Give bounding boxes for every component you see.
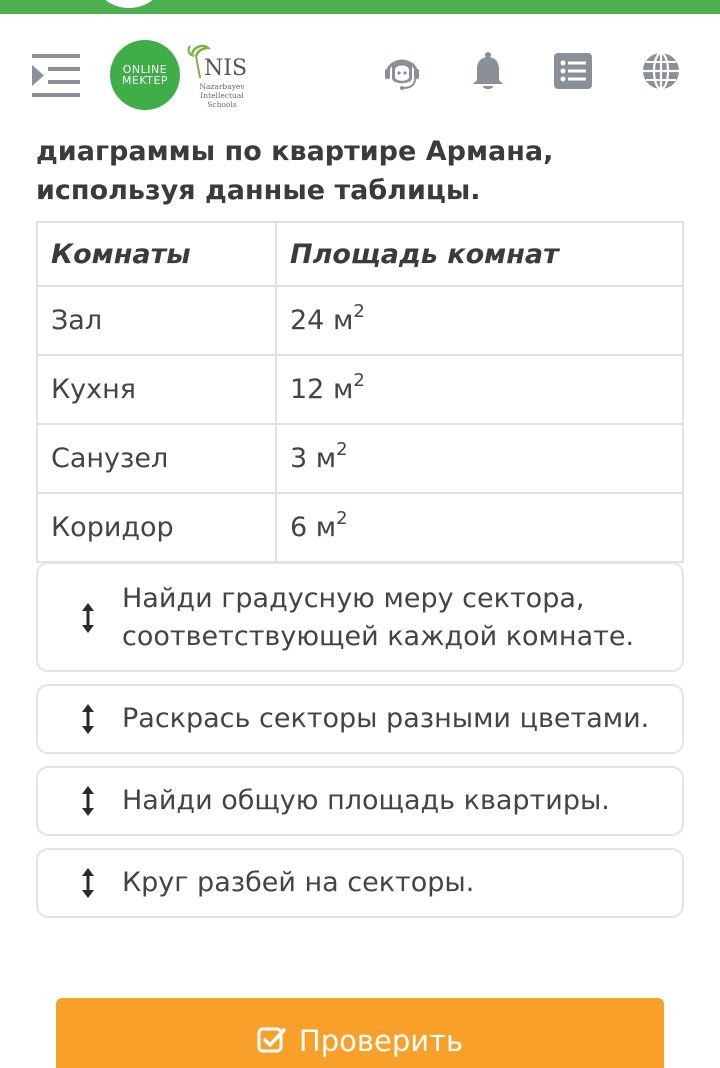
room-name-cell: Коридор	[37, 493, 276, 562]
room-name-cell: Зал	[37, 286, 276, 355]
drag-handle-icon[interactable]	[78, 702, 98, 736]
sortable-item[interactable]	[36, 848, 684, 918]
sortable-item-line: Найди градусную меру сектора,	[122, 583, 585, 614]
top-status-bar	[0, 0, 720, 14]
column-header-rooms: Комнаты	[37, 222, 276, 286]
room-name-cell: Санузел	[37, 424, 276, 493]
notifications-button[interactable]	[467, 50, 509, 92]
drag-handle-icon[interactable]	[78, 784, 98, 818]
task-prompt-line: диаграммы по квартире Армана,	[36, 136, 554, 167]
unit-exponent: 2	[353, 370, 365, 391]
nis-sub-line: Intellectual	[200, 91, 244, 100]
nis-sub-line: Nazarbayev	[199, 82, 245, 91]
table-row	[37, 355, 683, 424]
sortable-item-text: Раскрась секторы разными цветами.	[122, 703, 650, 734]
table-row	[37, 286, 683, 355]
table-row	[37, 424, 683, 493]
sortable-item[interactable]	[36, 684, 684, 754]
unit-exponent: 2	[336, 508, 348, 529]
room-area-cell	[276, 355, 683, 424]
area-value: 12 м	[290, 374, 354, 405]
sortable-item-text	[122, 564, 682, 670]
nis-logo-title: NIS	[204, 56, 248, 81]
sortable-item[interactable]	[36, 766, 684, 836]
globe-icon	[640, 50, 682, 92]
sortable-item-text: Круг разбей на секторы.	[122, 867, 475, 898]
support-button[interactable]	[381, 50, 423, 92]
sortable-item[interactable]	[36, 562, 684, 672]
unit-exponent: 2	[336, 439, 348, 460]
task-prompt	[36, 132, 686, 210]
menu-icon	[30, 51, 82, 99]
task-list-button[interactable]	[552, 50, 594, 92]
sortable-item-text: Найди общую площадь квартиры.	[122, 785, 610, 816]
sortable-item-line: соответствующей каждой комнате.	[122, 621, 635, 652]
bell-icon	[467, 50, 509, 92]
unit-exponent: 2	[353, 301, 365, 322]
check-button-label: Проверить	[298, 1024, 464, 1058]
drag-handle-icon[interactable]	[78, 601, 98, 635]
app-header	[0, 14, 720, 132]
column-header-area: Площадь комнат	[276, 222, 683, 286]
logo-text-online: ONLINE	[122, 63, 168, 76]
top-bar-avatar-bubble	[95, 0, 163, 8]
area-value: 3 м	[290, 443, 337, 474]
room-name-cell: Кухня	[37, 355, 276, 424]
table-header-row	[37, 222, 683, 286]
area-value: 24 м	[290, 305, 354, 336]
checkbox-check-icon	[257, 1025, 287, 1055]
onlinemektep-logo[interactable]	[110, 40, 180, 110]
room-area-cell	[276, 286, 683, 355]
drag-handle-icon[interactable]	[78, 866, 98, 900]
nis-logo	[184, 42, 254, 112]
logo-text-mektep: MEKTEP	[121, 74, 169, 87]
task-prompt-line: используя данные таблицы.	[36, 175, 481, 206]
list-icon	[552, 50, 594, 92]
check-answer-button[interactable]	[56, 998, 664, 1068]
nis-sub-line: Schools	[207, 100, 237, 109]
room-area-cell	[276, 424, 683, 493]
rooms-table	[36, 221, 684, 563]
nis-logo-subtitle	[194, 82, 250, 109]
sortable-steps-list	[36, 562, 684, 930]
table-row	[37, 493, 683, 562]
language-button[interactable]	[640, 50, 682, 92]
support-agent-icon	[381, 50, 423, 92]
area-value: 6 м	[290, 512, 337, 543]
room-area-cell	[276, 493, 683, 562]
menu-toggle-button[interactable]	[30, 51, 82, 99]
